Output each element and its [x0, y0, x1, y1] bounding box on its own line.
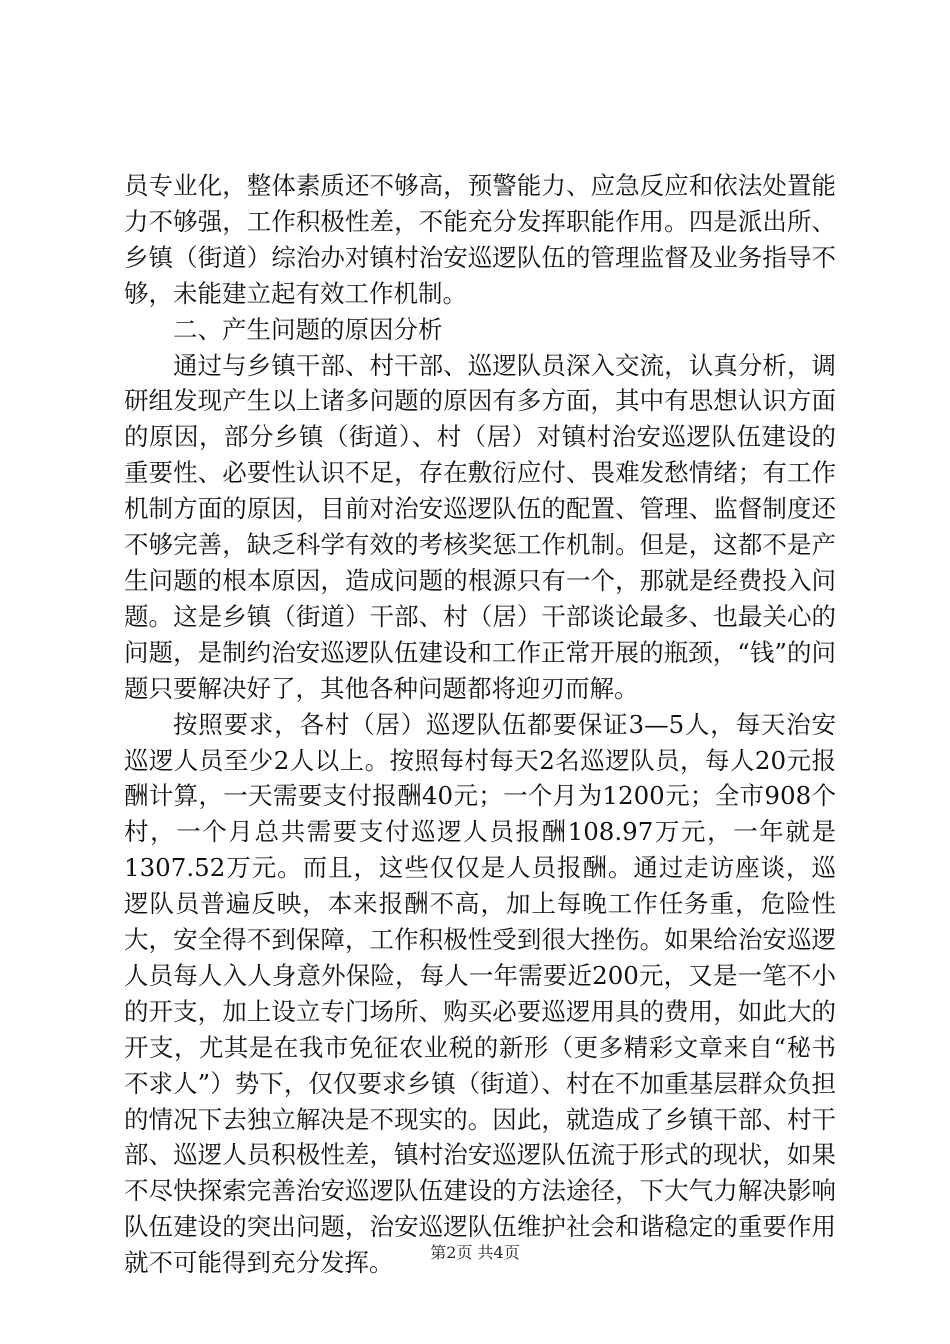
page-number-footer: 第2页 共4页: [430, 1243, 520, 1262]
document-body: [124, 168, 836, 1281]
paragraph-funding-calculation: 按照要求，各村（居）巡逻队伍都要保证3—5人，每天治安巡逻人员至少2人以上。按照每村每天2名巡逻队员，每人20元报酬计算，一天需要支付报酬40元；一个月为1200元；全市908个村，一个月总共需要支付巡逻人员报酬108.97万元，一年就是1307.52万元。而且，这些仅仅是人员报酬。通过走访座谈，巡逻队员普遍反映，本来报酬不高，加上每晚工作任务重，危险性大，安全得不到保障，工作积极性受到很大挫伤。如果给治安巡逻人员每人入人身意外保险，每人一年需要近200元，又是一笔不小的开支，加上设立专门场所、购买必要巡逻用具的费用，如此大的开支，尤其是在我市免征农业税的新形（更多精彩文章来自“秘书不求人”）势下，仅仅要求乡镇（街道）、村在不加重基层群众负担的情况下去独立解决是不现实的。因此，就造成了乡镇干部、村干部、巡逻人员积极性差，镇村治安巡逻队伍流于形式的现状，如果不尽快探索完善治安巡逻队伍建设的方法途径，下大气力解决影响队伍建设的突出问题，治安巡逻队伍维护社会和谐稳定的重要作用就不可能得到充分发挥。: [124, 709, 836, 1278]
paragraph-cause-analysis: 通过与乡镇干部、村干部、巡逻队员深入交流，认真分析，调研组发现产生以上诸多问题的原因有多方面，其中有思想认识方面的原因，部分乡镇（街道）、村（居）对镇村治安巡逻队伍建设的重要性、必要性认识不足，存在敷衍应付、畏难发愁情绪；有工作机制方面的原因，目前对治安巡逻队伍的配置、管理、监督制度还不够完善，缺乏科学有效的考核奖惩工作机制。但是，这都不是产生问题的根本原因，造成问题的根源只有一个，那就是经费投入问题。这是乡镇（街道）干部、村（居）干部谈论最多、也最关心的问题，是制约治安巡逻队伍建设和工作正常开展的瓶颈，“钱”的问题只要解决好了，其他各种问题都将迎刃而解。: [124, 350, 836, 703]
section-heading: 二、产生问题的原因分析: [173, 314, 443, 344]
paragraph-continued: 员专业化，整体素质还不够高，预警能力、应急反应和依法处置能力不够强，工作积极性差，不能充分发挥职能作用。四是派出所、乡镇（街道）综治办对镇村治安巡逻队伍的管理监督及业务指导不够，未能建立起有效工作机制。: [124, 171, 836, 308]
